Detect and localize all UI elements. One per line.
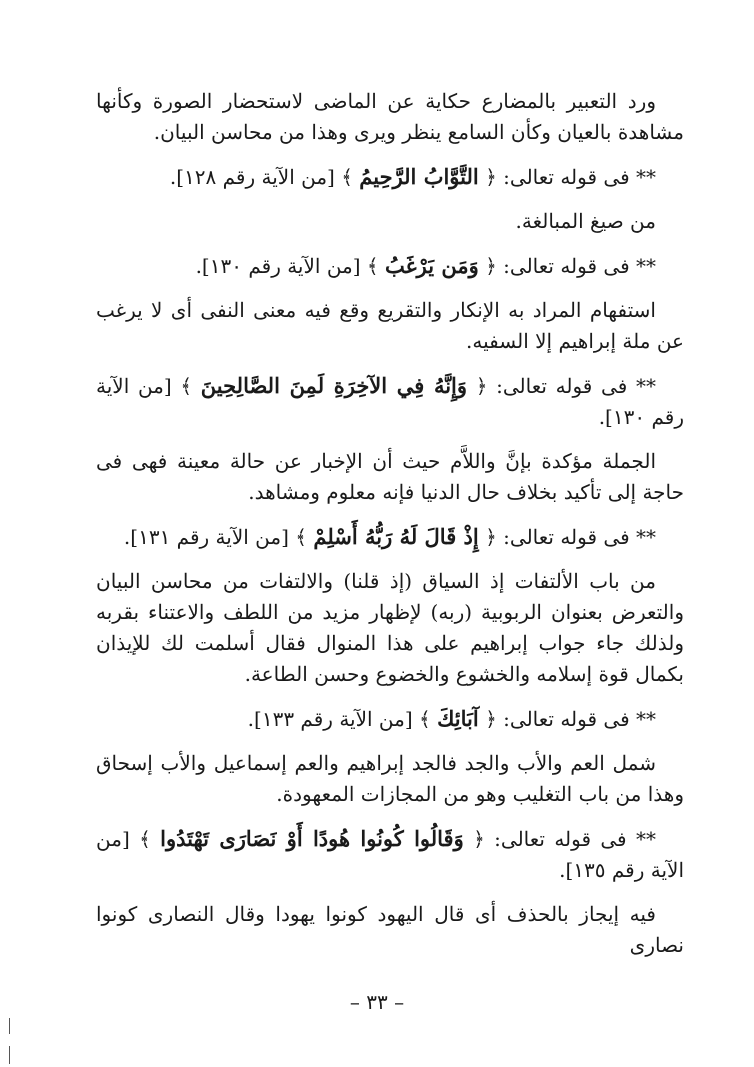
verse-suffix: ﴾ [من الآية رقم ١٣٠]. [195, 254, 385, 278]
quranic-verse: آبَائِكَ [437, 706, 479, 731]
scan-edge-mark [9, 1046, 10, 1064]
verse-reference-4 [96, 521, 684, 553]
verse-prefix: ** فى قوله تعالى: ﴿ [478, 707, 656, 731]
paragraph-4: الجملة مؤكدة بإنَّ واللاَّم حيث أن الإخبار عن حالة معينة فهى فى حاجة إلى تأكيد بخلاف حال الدنيا فإنه معلوم ومشاهد. [96, 449, 684, 504]
page-number: – ٣٣ – [349, 990, 405, 1014]
verse-reference-1 [96, 161, 684, 193]
verse-prefix: ** فى قوله تعالى: ﴿ [467, 374, 656, 398]
verse-prefix: ** فى قوله تعالى: ﴿ [463, 827, 656, 851]
quranic-verse: وَقَالُوا كُونُوا هُودًا أَوْ نَصَارَى تَهْتَدُوا [160, 826, 464, 851]
quranic-verse: إِذْ قَالَ لَهُ رَبُّهُ أَسْلِمْ [313, 524, 479, 549]
quranic-verse: وَإِنَّهُ فِي الآخِرَةِ لَمِنَ الصَّالِحِينَ [200, 373, 468, 398]
quranic-verse: وَمَن يَرْغَبُ [385, 253, 479, 278]
paragraph-7: فيه إيجاز بالحذف أى قال اليهود كونوا يهودا وقال النصارى كونوا نصارى [96, 902, 684, 957]
verse-prefix: ** فى قوله تعالى: ﴿ [478, 254, 656, 278]
verse-reference-3 [96, 370, 684, 433]
paragraph-2: من صيغ المبالغة. [515, 209, 656, 233]
verse-reference-2 [96, 250, 684, 282]
verse-suffix: ﴾ [من الآية رقم ١٣٥]. [96, 827, 684, 882]
scan-edge-mark [9, 1018, 10, 1034]
paragraph-3: استفهام المراد به الإنكار والتقريع وقع فيه معنى النفى أى لا يرغب عن ملة إبراهيم إلا السفيه. [96, 298, 684, 353]
paragraph-6: شمل العم والأب والجد فالجد إبراهيم والعم إسماعيل والأب إسحاق وهذا من باب التغليب وهو من المجازات المعهودة. [96, 751, 684, 806]
verse-prefix: ** فى قوله تعالى: ﴿ [478, 165, 656, 189]
verse-suffix: ﴾ [من الآية رقم ١٢٨]. [169, 165, 360, 189]
paragraph-5: من باب الألتفات إذ السياق (إذ قلنا) والالتفات من محاسن البيان والتعرض بعنوان الربوبية (ربه) لإظهار مزيد من اللطف والاعتناء بقربه ولذلك جاء جواب إبراهيم على هذا المنوال فقال أسلمت لك للإيذان بكمال قوة إسلامه والخشوع والخضوع وحسن الطاعة. [96, 569, 684, 686]
verse-reference-6 [96, 823, 684, 886]
quranic-verse: التَّوَّابُ الرَّحِيمُ [359, 164, 479, 189]
verse-suffix: ﴾ [من الآية رقم ١٣٣]. [247, 707, 438, 731]
verse-reference-5 [96, 703, 684, 735]
verse-suffix: ﴾ [من الآية رقم ١٣١]. [123, 525, 314, 549]
page-body [96, 86, 684, 974]
paragraph-1: ورد التعبير بالمضارع حكاية عن الماضى لاستحضار الصورة وكأنها مشاهدة بالعيان وكأن السامع ينظر ويرى وهذا من محاسن البيان. [96, 89, 684, 144]
verse-suffix: ﴾ [من الآية رقم ١٣٠]. [96, 374, 684, 429]
verse-prefix: ** فى قوله تعالى: ﴿ [478, 525, 656, 549]
